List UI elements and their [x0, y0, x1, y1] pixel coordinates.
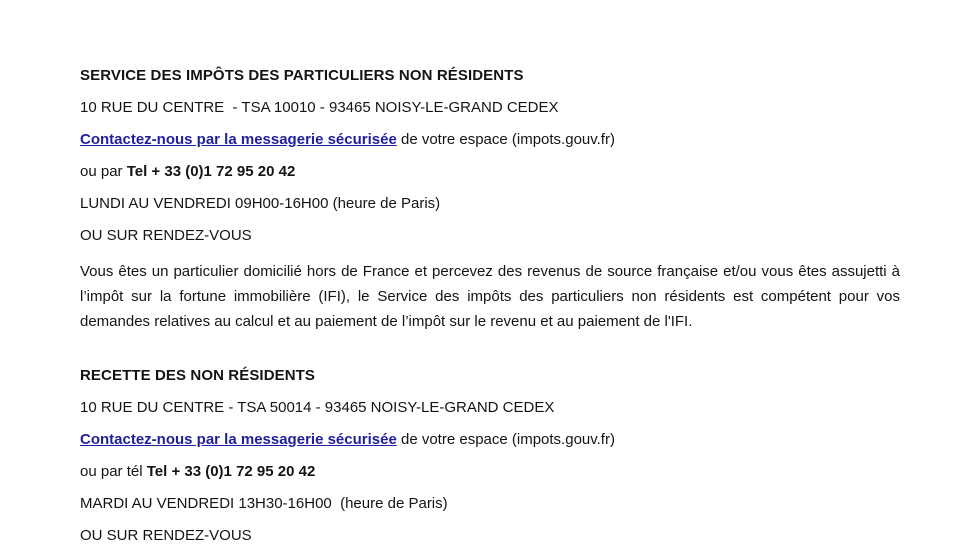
phone-line — [80, 162, 900, 181]
address-line: 10 RUE DU CENTRE - TSA 10010 - 93465 NOISY-LE-GRAND CEDEX — [80, 99, 559, 116]
secure-messaging-link[interactable]: Contactez-nous par la messagerie sécurisée — [80, 431, 397, 448]
hours-line: MARDI AU VENDREDI 13H30-16H00 (heure de Paris) — [80, 495, 448, 512]
section-heading: RECETTE DES NON RÉSIDENTS — [80, 367, 316, 384]
phone-number: Tel + 33 (0)1 72 95 20 42 — [146, 463, 316, 480]
phone-prefix: ou par tél — [80, 463, 147, 480]
contact-line — [80, 130, 900, 149]
info-paragraph: Vous êtes un particulier domicilié hors de France et percevez des revenus de source française et/ou vous êtes assujetti à l’impôt sur la fortune immobilière (IFI), le Service des impôts des particuliers non résidents est compétent pour vos demandes relatives au calcul et au paiement de l’impôt sur le revenu et au paiement de l'IFI. — [80, 263, 900, 330]
contact-suffix: de votre espace (impots.gouv.fr) — [396, 431, 615, 448]
address-line: 10 RUE DU CENTRE - TSA 50014 - 93465 NOISY-LE-GRAND CEDEX — [80, 399, 555, 416]
contact-suffix: de votre espace (impots.gouv.fr) — [396, 131, 615, 148]
contact-line — [80, 430, 900, 449]
section-recette-non-residents — [80, 366, 900, 545]
hours-line: LUNDI AU VENDREDI 09H00-16H00 (heure de Paris) — [80, 195, 441, 212]
phone-number: Tel + 33 (0)1 72 95 20 42 — [126, 163, 296, 180]
phone-line — [80, 462, 900, 481]
appointment-line: OU SUR RENDEZ-VOUS — [80, 527, 252, 544]
appointment-line: OU SUR RENDEZ-VOUS — [80, 227, 252, 244]
section-sip-non-residents — [80, 66, 900, 245]
section-heading: SERVICE DES IMPÔTS DES PARTICULIERS NON RÉSIDENTS — [80, 67, 524, 84]
phone-prefix: ou par — [80, 163, 127, 180]
secure-messaging-link[interactable]: Contactez-nous par la messagerie sécurisée — [80, 131, 397, 148]
